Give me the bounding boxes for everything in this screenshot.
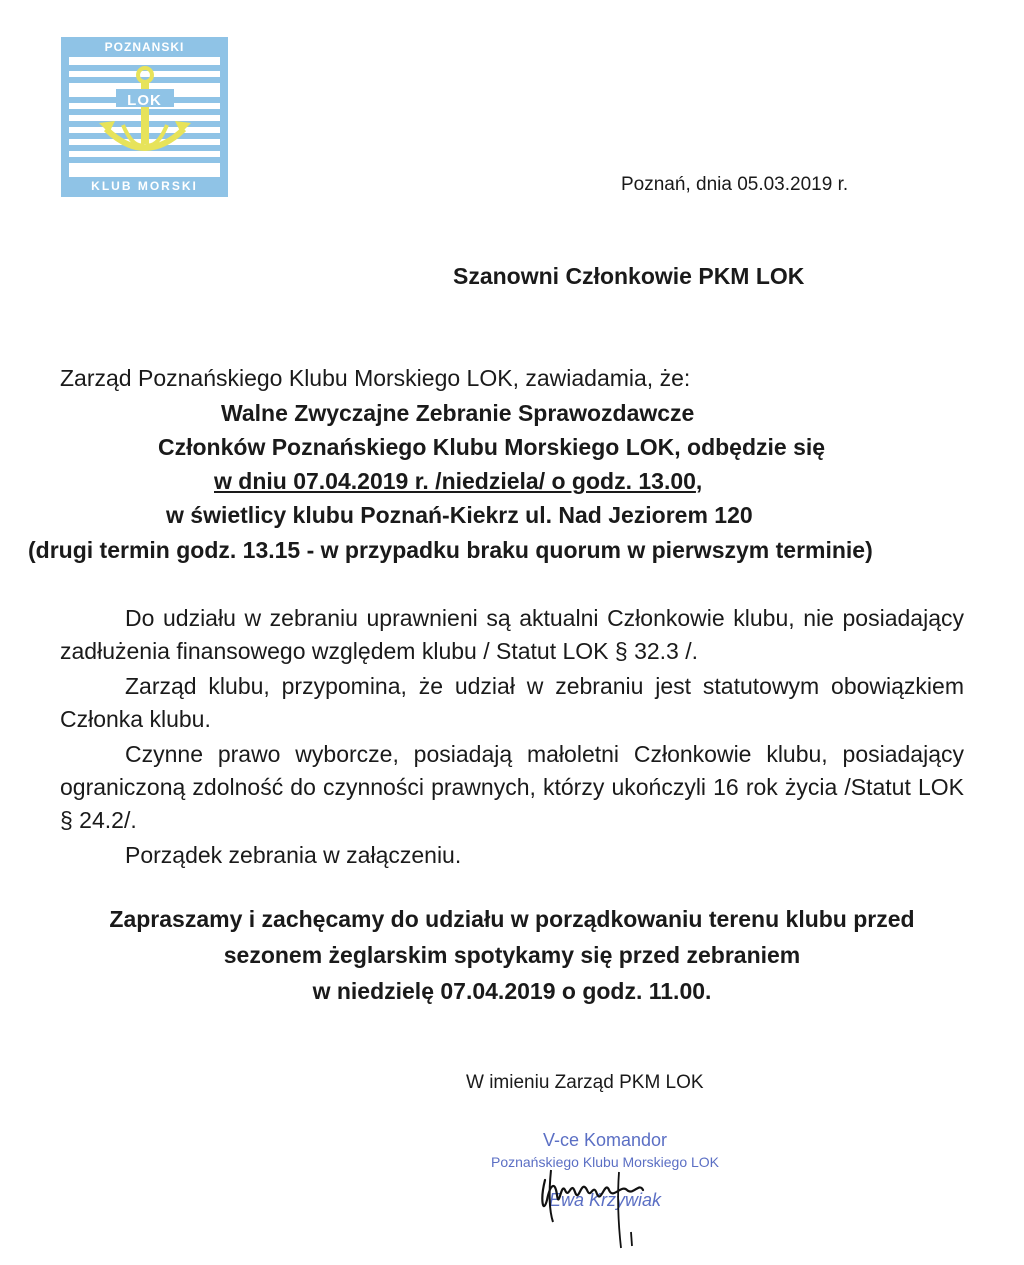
logo-bottom-label: KLUB MORSKI (91, 179, 198, 193)
paragraph-obligation: Zarząd klubu, przypomina, że udział w zebraniu jest statutowym obowiązkiem Członka klubu. (60, 673, 964, 732)
announcement-line-2: Członków Poznańskiego Klubu Morskiego LOK, odbędzie się (158, 434, 826, 460)
invitation-line-3: w niedzielę 07.04.2019 o godz. 11.00. (312, 978, 712, 1004)
sign-off-line: W imieniu Zarząd PKM LOK (466, 1072, 704, 1093)
stamp-organization: Poznańskiego Klubu Morskiego LOK (490, 1154, 720, 1170)
stamp-name: Ewa Krzywiak (548, 1190, 662, 1210)
logo-middle-label: LOK (127, 92, 162, 109)
announcement-line-1: Walne Zwyczajne Zebranie Sprawozdawcze (221, 400, 695, 426)
announcement-line-3 (214, 468, 702, 495)
club-logo (61, 37, 228, 197)
paragraph-agenda: Porządek zebrania w załączeniu. (125, 842, 462, 868)
date-line: Poznań, dnia 05.03.2019 r. (621, 174, 849, 195)
stamp-title: V-ce Komandor (542, 1130, 668, 1150)
invitation-line-2: sezonem żeglarskim spotykamy się przed zebraniem (223, 942, 801, 968)
announcement-line-5: (drugi termin godz. 13.15 - w przypadku braku quorum w pierwszym terminie) (28, 537, 873, 563)
invitation-line-1: Zapraszamy i zachęcamy do udziału w porządkowaniu terenu klubu przed (109, 906, 915, 932)
meeting-date-suffix: , (695, 468, 703, 494)
handwritten-signature-icon (535, 1160, 665, 1250)
paragraph-eligibility: Do udziału w zebraniu uprawnieni są aktualni Członkowie klubu, nie posiadający zadłużenia finansowego względem klubu / Statut LOK § 32.3 /. (60, 605, 964, 664)
paragraph-voting-rights: Czynne prawo wyborcze, posiadają małoletni Członkowie klubu, posiadający ograniczoną zdolność do czynności prawnych, którzy ukończyli 16 rok życia /Statut LOK § 24.2/. (60, 741, 964, 833)
logo-top-label: POZNANSKI (104, 40, 185, 54)
announcement-line-4: w świetlicy klubu Poznań-Kiekrz ul. Nad Jeziorem 120 (166, 502, 753, 528)
anchor-emblem-icon (61, 37, 228, 197)
meeting-date-underlined: w dniu 07.04.2019 r. /niedziela/ o godz. 13.00 (214, 468, 696, 494)
intro-line: Zarząd Poznańskiego Klubu Morskiego LOK, zawiadamia, że: (60, 365, 691, 391)
salutation-heading: Szanowni Członkowie PKM LOK (453, 263, 805, 289)
